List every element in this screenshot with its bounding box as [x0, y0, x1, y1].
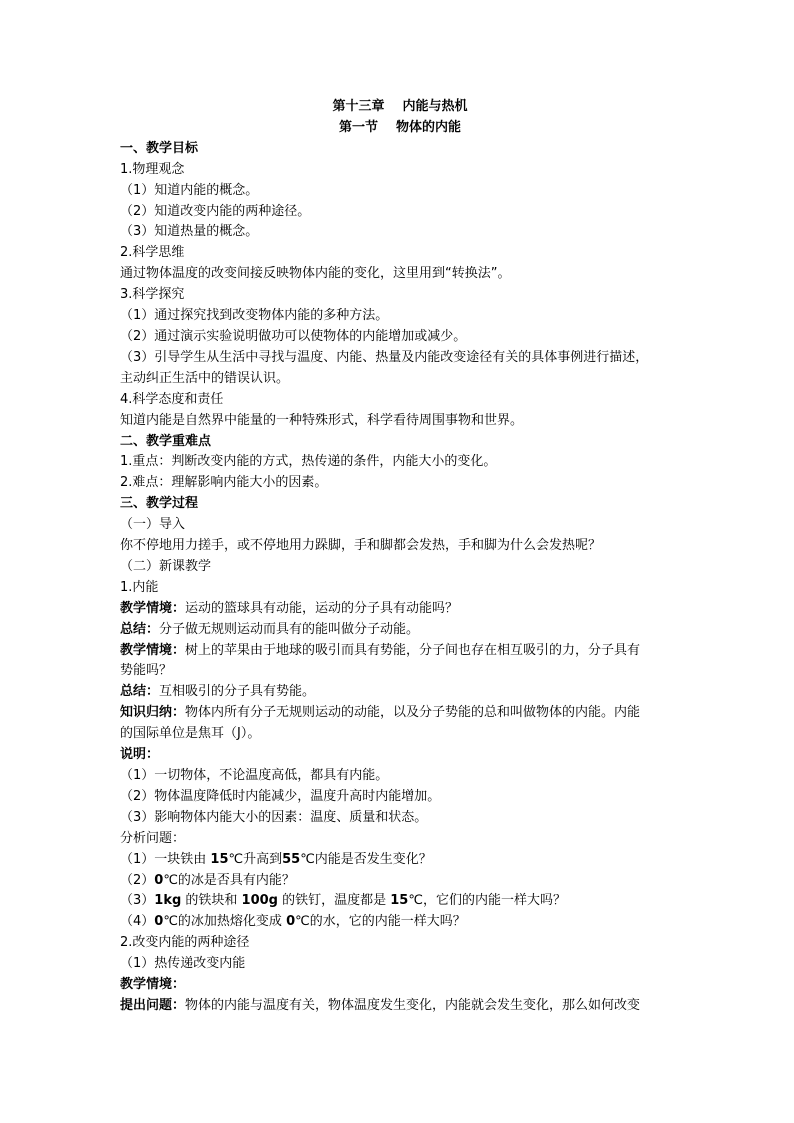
- text-run: ℃升高到: [228, 851, 283, 867]
- note-item: （1）一切物体，不论温度高低，都具有内能。: [120, 768, 389, 783]
- number-run: 55: [282, 851, 301, 867]
- number-run: 0: [286, 914, 296, 930]
- question-paragraph: [120, 996, 680, 1017]
- scenario-text: 运动的篮球具有动能，运动的分子具有动能吗？: [185, 600, 459, 616]
- scenario-label: 教学情境：: [120, 977, 186, 993]
- summary-paragraph: [120, 682, 680, 703]
- summary-text: 互相吸引的分子具有势能。: [159, 684, 316, 700]
- analysis-question: [120, 850, 680, 871]
- text-run: （2）: [120, 872, 155, 888]
- goal-science-thinking-title: 2.科学思维: [120, 245, 185, 261]
- key-point: [120, 452, 680, 473]
- goal-item: （1）通过探究找到改变物体内能的多种方法。: [120, 308, 389, 324]
- scenario-paragraph: [120, 641, 680, 662]
- text-run: ℃内能是否发生变化？: [300, 851, 432, 867]
- topic-two-ways: 2.改变内能的两种途径: [120, 935, 250, 951]
- number-run: 15: [210, 851, 229, 867]
- text-run: ℃，它们的内能一样大吗？: [408, 893, 566, 909]
- text-run: （4）: [120, 914, 155, 930]
- chapter-title: [120, 97, 680, 118]
- analysis-label: 分析问题：: [120, 830, 186, 846]
- number-run: 1kg: [154, 893, 182, 909]
- difficult-point-label: 2.难点：: [120, 475, 172, 491]
- section-number: 第一节: [338, 119, 378, 135]
- summary-paragraph: [120, 620, 680, 641]
- goal-text: 知道内能是自然界中能量的一种特殊形式，科学看待周围事物和世界。: [120, 412, 524, 428]
- summary-label: 总结：: [120, 621, 160, 637]
- scenario-continued: 势能吗？: [120, 663, 173, 679]
- number-run: 100g: [241, 893, 278, 909]
- knowledge-text: 物体内所有分子无规则运动的动能，以及分子势能的总和叫做物体的内能。内能: [185, 705, 641, 721]
- scenario-label: 教学情境：: [120, 642, 186, 658]
- goal-physics-concept-title: 1.物理观念: [120, 161, 185, 177]
- scenario-paragraph: [120, 599, 680, 620]
- difficult-point: [120, 473, 680, 494]
- summary-label: 总结：: [120, 684, 160, 700]
- analysis-question: [120, 871, 680, 892]
- document-body: [120, 97, 680, 1017]
- goal-science-inquiry-title: 3.科学探究: [120, 287, 185, 303]
- scenario-text: 树上的苹果由于地球的吸引而具有势能，分子间也存在相互吸引的力，分子具有: [185, 642, 641, 658]
- key-point-label: 1.重点：: [120, 454, 172, 470]
- goal-attitude-title: 4.科学态度和责任: [120, 391, 224, 407]
- chapter-name: 内能与热机: [402, 99, 468, 114]
- analysis-question: [120, 912, 680, 933]
- knowledge-paragraph: [120, 703, 680, 724]
- topic-internal-energy: 1.内能: [120, 579, 159, 595]
- text-run: ℃的冰是否具有内能？: [163, 872, 295, 888]
- number-run: 0: [154, 914, 164, 930]
- goal-item-continued: 主动纠正生活中的错误认识。: [120, 370, 290, 386]
- goal-item: （3）引导学生从生活中寻找与温度、内能、热量及内能改变途径有关的具体事例进行描述，: [120, 349, 649, 365]
- goal-item: （3）知道热量的概念。: [120, 224, 259, 240]
- scenario-label: 教学情境：: [120, 600, 186, 616]
- topic-item: （1）热传递改变内能: [120, 956, 246, 972]
- note-item: （2）物体温度降低时内能减少，温度升高时内能增加。: [120, 788, 441, 804]
- goal-item: （2）知道改变内能的两种途径。: [120, 203, 311, 219]
- difficult-point-text: 理解影响内能大小的因素。: [171, 475, 328, 491]
- text-run: 的铁块和: [181, 893, 242, 909]
- question-text: 物体的内能与温度有关，物体温度发生变化，内能就会发生变化，那么如何改变: [185, 997, 641, 1013]
- subsection-intro: （一）导入: [120, 517, 186, 533]
- analysis-question: [120, 891, 680, 912]
- text-run: （1）一块铁由: [120, 851, 211, 867]
- note-label: 说明：: [120, 747, 160, 763]
- heading-teaching-goals: 一、教学目标: [120, 140, 199, 156]
- intro-text: 你不停地用力搓手，或不停地用力跺脚，手和脚都会发热，手和脚为什么会发热呢？: [120, 538, 602, 554]
- number-run: 0: [154, 872, 164, 888]
- goal-item: （1）知道内能的概念。: [120, 182, 259, 198]
- knowledge-label: 知识归纳：: [120, 705, 186, 721]
- text-run: （3）: [120, 893, 155, 909]
- note-item: （3）影响物体内能大小的因素：温度、质量和状态。: [120, 809, 428, 825]
- summary-text: 分子做无规则运动而具有的能叫做分子动能。: [159, 621, 420, 637]
- section-title: [120, 118, 680, 139]
- text-run: ℃的水，它的内能一样大吗？: [295, 914, 466, 930]
- subsection-new-lesson: （二）新课教学: [120, 558, 212, 574]
- heading-key-points: 二、教学重难点: [120, 433, 212, 449]
- section-name: 物体的内能: [396, 119, 462, 135]
- goal-text: 通过物体温度的改变间接反映物体内能的变化，这里用到“转换法”。: [120, 266, 511, 282]
- knowledge-continued: 的国际单位是焦耳（J）。: [120, 726, 261, 742]
- chapter-number: 第十三章: [332, 99, 385, 114]
- key-point-text: 判断改变内能的方式，热传递的条件，内能大小的变化。: [171, 454, 497, 470]
- text-run: ℃的冰加热熔化变成: [163, 914, 287, 930]
- question-label: 提出问题：: [120, 997, 186, 1013]
- number-run: 15: [390, 893, 409, 909]
- text-run: 的铁钉，温度都是: [278, 893, 391, 909]
- goal-item: （2）通过演示实验说明做功可以使物体的内能增加或减少。: [120, 328, 467, 344]
- heading-teaching-process: 三、教学过程: [120, 496, 199, 512]
